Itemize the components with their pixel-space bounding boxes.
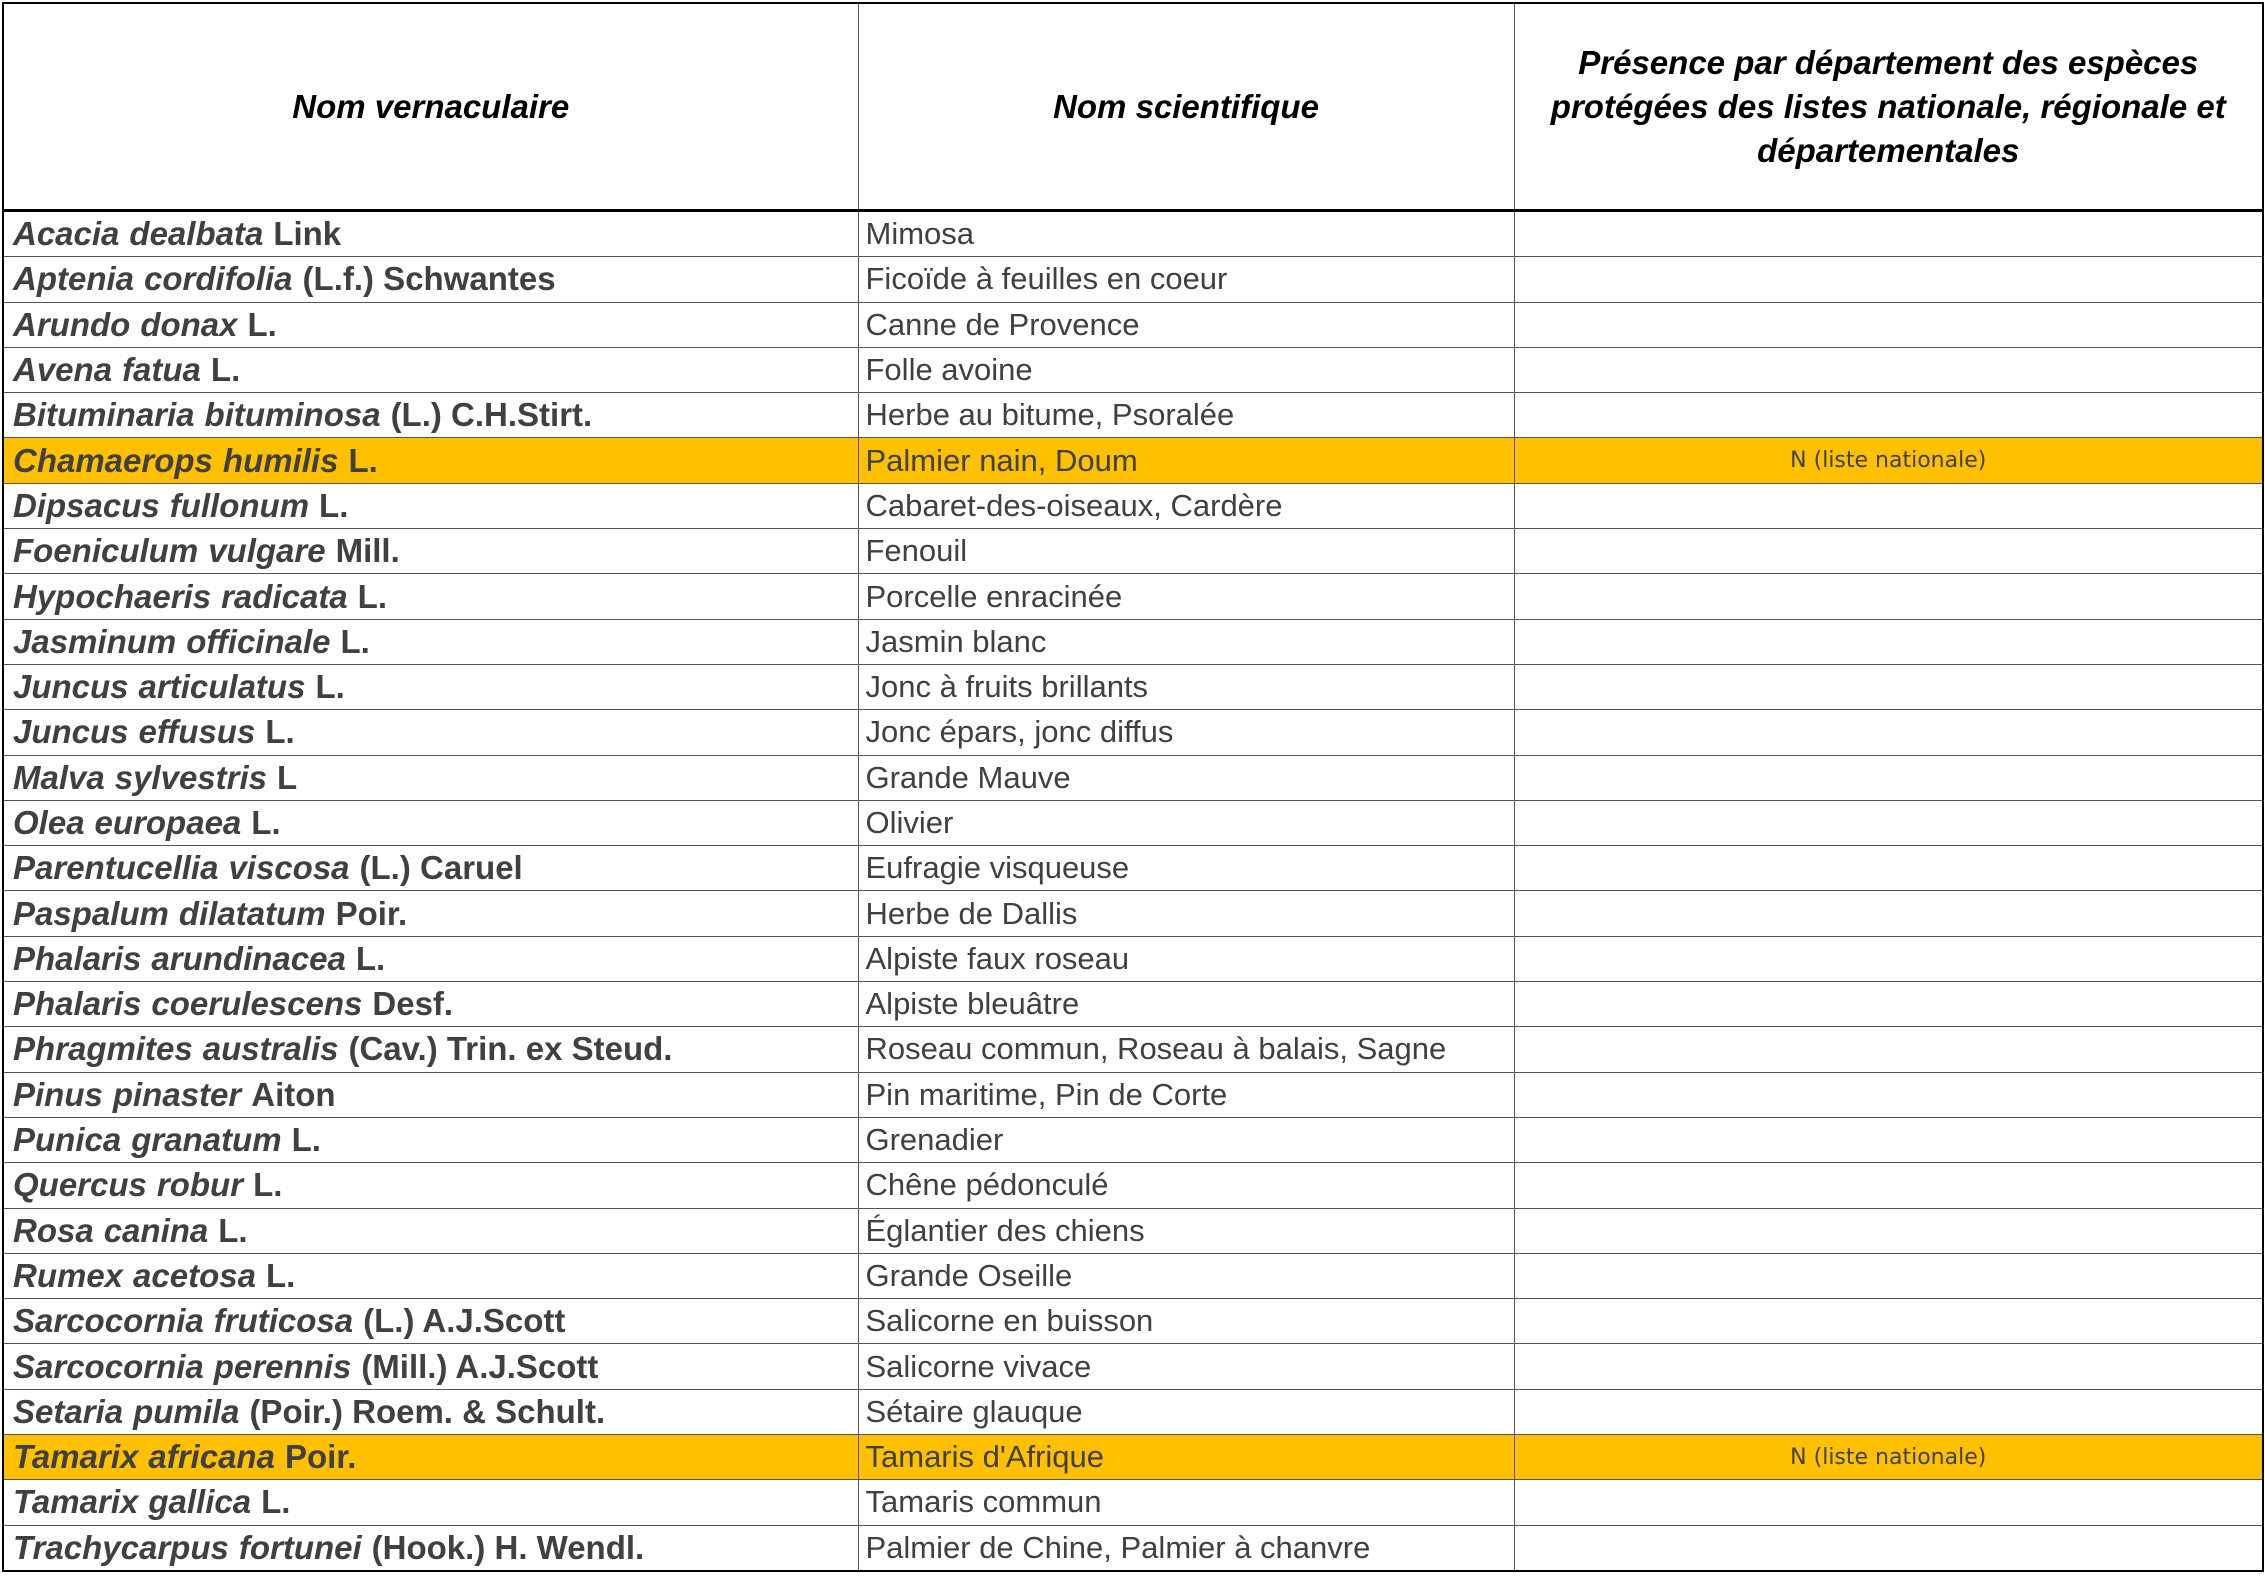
table-row	[3, 619, 2263, 664]
table-row	[3, 1072, 2263, 1117]
author: Link	[273, 215, 342, 253]
table-row	[3, 936, 2263, 981]
author: L.	[265, 713, 295, 751]
scientific-name-cell	[3, 891, 858, 936]
table-row	[3, 710, 2263, 755]
vernacular-name-cell: Herbe au bitume, Psoralée	[858, 393, 1514, 438]
author: L.	[355, 939, 386, 977]
author: L.	[319, 486, 349, 524]
table-row	[3, 1117, 2263, 1162]
scientific-name-cell	[3, 574, 858, 619]
genus: Olea	[13, 804, 85, 841]
author: Mill.	[335, 532, 400, 570]
vernacular-name-cell: Salicorne en buisson	[858, 1299, 1514, 1344]
presence-cell	[1514, 891, 2263, 936]
header-scientific: Nom scientifique	[858, 3, 1514, 211]
table-row	[3, 483, 2263, 528]
genus: Aptenia	[13, 260, 135, 298]
species-epithet: fruticosa	[213, 1302, 354, 1340]
author: L.	[340, 622, 370, 660]
presence-cell	[1514, 664, 2263, 709]
table-row	[3, 211, 2263, 257]
scientific-name-cell	[3, 1299, 858, 1344]
presence-cell	[1514, 1117, 2263, 1162]
scientific-name-cell	[3, 1344, 858, 1389]
vernacular-name-cell: Roseau commun, Roseau à balais, Sagne	[858, 1027, 1514, 1072]
species-epithet: effusus	[138, 713, 256, 751]
genus: Phalaris	[13, 939, 142, 977]
genus: Malva	[13, 758, 105, 796]
presence-cell	[1514, 1253, 2263, 1298]
author: (L.) A.J.Scott	[363, 1302, 566, 1340]
vernacular-name-cell: Fenouil	[858, 529, 1514, 574]
species-epithet: fatua	[122, 351, 201, 389]
scientific-name-cell	[3, 1208, 858, 1253]
vernacular-name-cell: Tamaris commun	[858, 1480, 1514, 1525]
table-row	[3, 393, 2263, 438]
table-row	[3, 1480, 2263, 1525]
author: L.	[251, 804, 281, 841]
genus: Sarcocornia	[13, 1302, 204, 1340]
scientific-name-cell	[3, 1525, 858, 1571]
table-row	[3, 257, 2263, 302]
vernacular-name-cell: Sétaire glauque	[858, 1389, 1514, 1434]
presence-cell	[1514, 1525, 2263, 1571]
presence-cell	[1514, 393, 2263, 438]
header-row	[3, 3, 2263, 211]
presence-cell: N (liste nationale)	[1514, 1435, 2263, 1480]
presence-cell	[1514, 1027, 2263, 1072]
author: L.	[315, 668, 345, 706]
genus: Hypochaeris	[13, 577, 212, 615]
author: Poir.	[335, 894, 408, 932]
species-epithet: europaea	[94, 804, 242, 841]
genus: Tamarix	[13, 1438, 139, 1476]
table-row	[3, 347, 2263, 392]
scientific-name-cell	[3, 755, 858, 800]
scientific-name-cell	[3, 483, 858, 528]
vernacular-name-cell: Grenadier	[858, 1117, 1514, 1162]
species-epithet: fullonum	[169, 486, 310, 524]
scientific-name-cell	[3, 1072, 858, 1117]
scientific-name-cell	[3, 800, 858, 845]
species-epithet: cordifolia	[144, 260, 293, 298]
genus: Chamaerops	[13, 441, 213, 479]
scientific-name-cell	[3, 1027, 858, 1072]
table-row	[3, 1299, 2263, 1344]
scientific-name-cell	[3, 211, 858, 257]
author: L.	[291, 1121, 321, 1159]
vernacular-name-cell: Canne de Provence	[858, 302, 1514, 347]
genus: Tamarix	[13, 1483, 139, 1521]
species-epithet: coerulescens	[151, 985, 363, 1023]
genus: Pinus	[13, 1075, 103, 1113]
presence-cell	[1514, 1163, 2263, 1208]
table-row	[3, 574, 2263, 619]
table-row	[3, 755, 2263, 800]
author: (Hook.) H. Wendl.	[371, 1528, 645, 1566]
table-row	[3, 529, 2263, 574]
scientific-name-cell	[3, 393, 858, 438]
vernacular-name-cell: Folle avoine	[858, 347, 1514, 392]
scientific-name-cell	[3, 982, 858, 1027]
presence-cell	[1514, 710, 2263, 755]
species-epithet: humilis	[222, 441, 339, 479]
scientific-name-cell	[3, 438, 858, 483]
scientific-name-cell	[3, 1435, 858, 1480]
presence-cell: N (liste nationale)	[1514, 438, 2263, 483]
species-epithet: granatum	[131, 1121, 282, 1159]
vernacular-name-cell: Mimosa	[858, 211, 1514, 257]
species-epithet: bituminosa	[204, 396, 381, 434]
genus: Quercus	[13, 1166, 147, 1204]
author: L.	[348, 441, 378, 479]
presence-cell	[1514, 1480, 2263, 1525]
genus: Paspalum	[13, 894, 169, 932]
vernacular-name-cell: Salicorne vivace	[858, 1344, 1514, 1389]
species-epithet: vulgare	[208, 532, 326, 570]
author: (Poir.) Roem. & Schult.	[249, 1392, 606, 1430]
genus: Foeniculum	[13, 532, 199, 570]
author: Aiton	[251, 1075, 336, 1113]
presence-cell	[1514, 982, 2263, 1027]
author: Poir.	[284, 1438, 357, 1476]
presence-cell	[1514, 1299, 2263, 1344]
vernacular-name-cell: Jonc épars, jonc diffus	[858, 710, 1514, 755]
species-epithet: dilatatum	[178, 894, 326, 932]
genus: Juncus	[13, 668, 129, 706]
species-epithet: sylvestris	[114, 758, 268, 796]
vernacular-name-cell: Herbe de Dallis	[858, 891, 1514, 936]
species-epithet: pumila	[133, 1392, 240, 1430]
presence-cell	[1514, 529, 2263, 574]
author: (L.) C.H.Stirt.	[390, 396, 593, 434]
species-epithet: africana	[148, 1438, 275, 1476]
scientific-name-cell	[3, 1117, 858, 1162]
table-row	[3, 664, 2263, 709]
table-row	[3, 891, 2263, 936]
presence-cell	[1514, 1389, 2263, 1434]
species-epithet: fortunei	[238, 1528, 362, 1566]
vernacular-name-cell: Grande Mauve	[858, 755, 1514, 800]
genus: Rosa	[13, 1211, 94, 1249]
table-row	[3, 1027, 2263, 1072]
author: Desf.	[372, 985, 454, 1023]
genus: Punica	[13, 1121, 122, 1159]
vernacular-name-cell: Grande Oseille	[858, 1253, 1514, 1298]
table-row	[3, 1208, 2263, 1253]
species-epithet: pinaster	[112, 1075, 242, 1113]
genus: Acacia	[13, 215, 120, 253]
presence-cell	[1514, 257, 2263, 302]
author: L.	[265, 1256, 296, 1294]
table-row	[3, 1253, 2263, 1298]
scientific-name-cell	[3, 302, 858, 347]
presence-cell	[1514, 1344, 2263, 1389]
vernacular-name-cell: Eufragie visqueuse	[858, 846, 1514, 891]
species-epithet: officinale	[186, 622, 331, 660]
table-row	[3, 302, 2263, 347]
presence-cell	[1514, 211, 2263, 257]
author: L.	[210, 351, 241, 389]
species-epithet: articulatus	[138, 668, 306, 706]
vernacular-name-cell: Cabaret-des-oiseaux, Cardère	[858, 483, 1514, 528]
author: L.	[357, 577, 387, 615]
presence-cell	[1514, 483, 2263, 528]
vernacular-name-cell: Palmier de Chine, Palmier à chanvre	[858, 1525, 1514, 1571]
species-epithet: perennis	[213, 1347, 352, 1385]
scientific-name-cell	[3, 1480, 858, 1525]
author: L.	[253, 1166, 283, 1204]
genus: Bituminaria	[13, 396, 195, 434]
scientific-name-cell	[3, 529, 858, 574]
author: L.	[218, 1211, 248, 1249]
species-table	[2, 2, 2264, 1572]
genus: Jasminum	[13, 622, 177, 660]
vernacular-name-cell: Jonc à fruits brillants	[858, 664, 1514, 709]
species-epithet: robur	[156, 1166, 244, 1204]
author: L.	[261, 1483, 291, 1521]
table-row	[3, 1344, 2263, 1389]
species-epithet: radicata	[221, 577, 348, 615]
species-epithet: viscosa	[228, 849, 350, 887]
scientific-name-cell	[3, 664, 858, 709]
genus: Trachycarpus	[13, 1528, 229, 1566]
presence-cell	[1514, 302, 2263, 347]
vernacular-name-cell: Tamaris d'Afrique	[858, 1435, 1514, 1480]
vernacular-name-cell: Ficoïde à feuilles en coeur	[858, 257, 1514, 302]
vernacular-name-cell: Jasmin blanc	[858, 619, 1514, 664]
species-epithet: australis	[202, 1030, 339, 1068]
presence-cell	[1514, 347, 2263, 392]
species-epithet: dealbata	[129, 215, 264, 253]
presence-cell	[1514, 800, 2263, 845]
genus: Avena	[13, 351, 113, 389]
genus: Arundo	[13, 305, 131, 343]
scientific-name-cell	[3, 1163, 858, 1208]
scientific-name-cell	[3, 936, 858, 981]
vernacular-name-cell: Pin maritime, Pin de Corte	[858, 1072, 1514, 1117]
vernacular-name-cell: Églantier des chiens	[858, 1208, 1514, 1253]
author: (L.f.) Schwantes	[302, 260, 556, 298]
presence-cell	[1514, 1072, 2263, 1117]
scientific-name-cell	[3, 846, 858, 891]
header-vernacular: Nom vernaculaire	[3, 3, 858, 211]
author: L.	[247, 305, 277, 343]
author: (Mill.) A.J.Scott	[361, 1347, 599, 1385]
vernacular-name-cell: Olivier	[858, 800, 1514, 845]
table-row	[3, 1163, 2263, 1208]
table-row	[3, 438, 2263, 483]
species-epithet: canina	[103, 1211, 209, 1249]
vernacular-name-cell: Alpiste bleuâtre	[858, 982, 1514, 1027]
presence-cell	[1514, 846, 2263, 891]
author: (L.) Caruel	[359, 849, 523, 887]
table-row	[3, 800, 2263, 845]
table-row	[3, 1525, 2263, 1571]
scientific-name-cell	[3, 1389, 858, 1434]
vernacular-name-cell: Alpiste faux roseau	[858, 936, 1514, 981]
genus: Rumex	[13, 1256, 124, 1294]
author: (Cav.) Trin. ex Steud.	[348, 1030, 673, 1068]
presence-cell	[1514, 936, 2263, 981]
genus: Dipsacus	[13, 486, 160, 524]
genus: Parentucellia	[13, 849, 219, 887]
scientific-name-cell	[3, 347, 858, 392]
scientific-name-cell	[3, 1253, 858, 1298]
vernacular-name-cell: Chêne pédonculé	[858, 1163, 1514, 1208]
genus: Sarcocornia	[13, 1347, 204, 1385]
genus: Juncus	[13, 713, 129, 751]
presence-cell	[1514, 755, 2263, 800]
species-epithet: arundinacea	[151, 939, 346, 977]
table-row	[3, 982, 2263, 1027]
scientific-name-cell	[3, 619, 858, 664]
vernacular-name-cell: Porcelle enracinée	[858, 574, 1514, 619]
header-presence: Présence par département des espèces protégées des listes nationale, régionale et départementales	[1514, 3, 2263, 211]
table-body	[3, 211, 2263, 1571]
species-epithet: donax	[140, 305, 238, 343]
species-epithet: acetosa	[133, 1256, 256, 1294]
species-epithet: gallica	[148, 1483, 252, 1521]
genus: Setaria	[13, 1392, 124, 1430]
table-row	[3, 1435, 2263, 1480]
genus: Phalaris	[13, 985, 142, 1023]
scientific-name-cell	[3, 257, 858, 302]
presence-cell	[1514, 574, 2263, 619]
vernacular-name-cell: Palmier nain, Doum	[858, 438, 1514, 483]
table-row	[3, 846, 2263, 891]
table-row	[3, 1389, 2263, 1434]
genus: Phragmites	[13, 1030, 193, 1068]
presence-cell	[1514, 619, 2263, 664]
presence-cell	[1514, 1208, 2263, 1253]
author: L	[277, 758, 298, 796]
scientific-name-cell	[3, 710, 858, 755]
